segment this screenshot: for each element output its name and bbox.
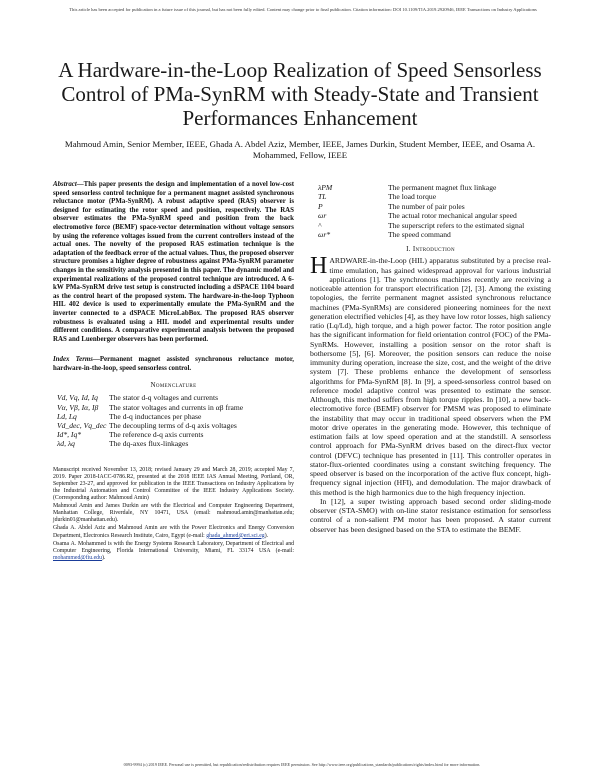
index-terms (53, 356, 294, 373)
abstract-lead: Abstract (53, 181, 77, 188)
nomenclature-symbol: ωr* (318, 230, 331, 240)
nomenclature-symbol: λPM (318, 183, 333, 192)
author-list: Mahmoud Amin, Senior Member, IEEE, Ghada A. Abdel Aziz, Member, IEEE, James Durkin, Student Member, IEEE, and Osama A. Mohammed, Fellow, IEEE (64, 139, 536, 160)
nomenclature-symbol: Vd_dec, Vq_dec (57, 421, 107, 431)
nomenclature-symbol: Ld, Lq (57, 411, 77, 421)
abstract (53, 181, 294, 344)
nomenclature-description: The speed command (388, 230, 451, 240)
manuscript-footnote (53, 467, 294, 562)
nomenclature-description: The d-q inductances per phase (109, 411, 202, 421)
nomenclature-symbol: λd, λq (57, 439, 75, 449)
nomenclature-row (310, 192, 551, 201)
nomenclature-description: The stator d-q voltages and currents (109, 393, 219, 403)
index-terms-lead: Index Terms (53, 356, 93, 364)
nomenclature-symbol: Vd, Vq, Id, Iq (57, 393, 98, 403)
nomenclature-row (53, 430, 294, 439)
nomenclature-row (310, 183, 551, 192)
nomenclature-description: The number of pair poles (388, 201, 465, 211)
drop-cap: H (310, 253, 328, 280)
email-link[interactable]: ghada_ahmed@eri.sci.eg (206, 532, 265, 539)
nomenclature-table-continued (310, 183, 551, 239)
paper-title: A Hardware-in-the-Loop Realization of Speed Sensorless Control of PMa-SynRM with Steady-State and Transient Performances Enhancement (58, 58, 542, 130)
nomenclature-row (310, 221, 551, 230)
footnote-manuscript: Manuscript received November 13, 2018; revised January 29 and March 28, 2019; accepted May 7, 2019. Paper 2018-IACC-0786.R2, presented at the 2018 IEEE IAS Annual Meeting, Portland, OR, September 23-27, and approved for publication in the IEEE Transactions on Industry Applications by the Industrial Automation and Control Committee of the IEEE Industry Applications Society. (Corresponding author: Mahmoud Amin) (53, 466, 294, 502)
nomenclature-description: The stator voltages and currents in αβ frame (109, 402, 244, 412)
left-column (53, 181, 294, 563)
introduction-heading: I. Introduction (406, 245, 455, 254)
nomenclature-symbol: Vα, Vβ, Iα, Iβ (57, 402, 99, 412)
nomenclature-row (310, 202, 551, 211)
nomenclature-description: The load torque (388, 192, 437, 202)
nomenclature-row (310, 211, 551, 220)
nomenclature-row (53, 439, 294, 448)
nomenclature-description: The permanent magnet flux linkage (388, 183, 497, 192)
email-link[interactable]: mohammed@fiu.edu (53, 554, 102, 561)
nomenclature-row (53, 403, 294, 412)
nomenclature-symbol: ^ (318, 220, 322, 230)
nomenclature-description: The reference d-q axis currents (109, 430, 204, 440)
introduction-paragraph-text: ARDWARE-in-the-Loop (HIL) apparatus substituted by a precise real-time emulation, has gained widespread approval for various industrial applications [1]. The synchronous machines recently are receiving a noticeable attention for transport electrification [2], [3]. Among the existing topologies, the ferrite permanent magnet assisted synchronous reluctance machines (PMa-SynRMs) are considered pioneering nominees for the next generation electrified vehicles [4], as they have low rotor losses, high saliency ratio (Lq/Ld), high torque, and a high power factor. The rotor position angle has the significant information for field orientation control (FOC) of the PMa-SynRMs. However, installing a position sensor on the rotor shaft is bothersome [5], [6]. Moreover, the position sensors can reduce the noise immunity during operation, increase the size, cost, and the weight of the drive system [7]. These problems enhance the development of sensorless algorithms for PMa-SynRM [8]. In [9], a speed-sensorless control based on reference model adaptive control was presented to estimate the sensor. Although, this method suffers from high torque ripples. In [10], a new back-electromotive force (BEMF) observer for PMSM was proposed to eliminate the instability that may occur in traditional speed observers when the PM motor drive operates in the generating mode. However, this technique of estimation fails at low speed operation and at the standstill. A sensorless control approach for PMa-SynRM drives based on the direct-flux vector control (DFVC) technique has presented in [11]. This controller operates in stator-flux-oriented coordinates using a constant switching frequency. The speed observer is based on the incorporation of the active flux concept, high-frequency signal injection (HFI), and demodulation. The major drawback of this method is the high harmonics due to the high frequency injection. (310, 256, 551, 497)
nomenclature-symbol: P (318, 201, 323, 211)
nomenclature-description: The superscript refers to the estimated signal (388, 220, 525, 230)
nomenclature-heading: Nomenclature (150, 381, 197, 390)
nomenclature-table (53, 393, 294, 448)
introduction-paragraph (310, 253, 551, 497)
nomenclature-row (53, 412, 294, 421)
abstract-text: —This paper presents the design and implementation of a novel low-cost speed sensorless control technique for a permanent magnet assisted synchronous reluctance motor (PMa-SynRM). A robust adaptive speed (RAS) observer is designed for estimating the rotor speed and position, respectively. The RAS observer estimates the PMa-SynRM speed and position from the back electromotive force (BEMF) space-vector determination without voltage sensors by using the reference voltages issued from the current controllers instead of the actual ones. The novelty of the proposed RAS estimation technique is the adaptation of the feedback error of the actual values. Thus, the proposed observer structure promises a higher degree of robustness against PMa-SynRM parameter changes in the sensitivity analysis presented in this paper. The dynamic model and experimental realizations of the proposed control technique are introduced. A 6-kW PMa-SynRM drive test setup is constructed including a dSPACE 1104 board as the control heart of the proposed system. The hardware-in-the-loop Typhoon HIL 402 device is used to experimentally emulate the PMa-SynRM and the inverter connected to a dSPACE MicroLabBox. The proposed RAS observer robustness is evaluated using a HIL model and experimental results under different conditions. A comparative experimental analysis between the proposed RAS and Luenberger observers has been performed. (53, 181, 294, 343)
introduction-paragraph: In [12], a super twisting approach based second order sliding-mode observer (STA-SMO) with on-line stator resistance estimation for sensorless control of a non-salient PM motor has been proposed. A stator current observer has been designed based on the STA to estimate the BEMF. (310, 496, 551, 534)
right-column (310, 181, 551, 534)
nomenclature-symbol: TL (318, 192, 327, 202)
index-terms-text: —Permanent magnet assisted synchronous reluctance motor, hardware-in-the-loop, speed sensorless control. (53, 356, 294, 372)
footnote-affiliation-2: Ghada A. Abdel Aziz and Mahmoud Amin are with the Power Electronics and Energy Conversion Department, Electronics Research Institute, Cairo, Egypt (e-mail: ghada_ahmed@eri.sci.eg). (53, 525, 294, 539)
nomenclature-description: The decoupling terms of d-q axis voltages (109, 421, 237, 431)
nomenclature-row (53, 421, 294, 430)
nomenclature-description: The actual rotor mechanical angular speed (388, 211, 517, 221)
nomenclature-row (310, 230, 551, 239)
footnote-affiliation-3: Osama A. Mohammed is with the Energy Systems Research Laboratory, Department of Electrical and Computer Engineering, Florida International University, Miami, FL 33174 USA (e-mail: mohammed@fiu.edu). (53, 540, 294, 561)
nomenclature-symbol: Id*, Iq* (57, 430, 82, 440)
nomenclature-description: The dq-axes flux-linkages (109, 439, 189, 449)
footnote-affiliation-1: Mahmoud Amin and James Durkin are with the Electrical and Computer Engineering Department, Manhattan College, Riverdale, NY 10471, USA (email: mahmoud.amin@manhattan.edu; jdurkin01@manhattan.edu). (53, 503, 294, 524)
nomenclature-symbol: ωr (318, 211, 327, 221)
nomenclature-row (53, 393, 294, 402)
copyright-footer: 0093-9994 (c) 2019 IEEE. Personal use is permitted, but republication/redistribution requires IEEE permission. See http://www.ieee.org/publications_standards/publications/rights/index.html for more information. (123, 762, 481, 767)
publication-notice: This article has been accepted for publication in a future issue of this journal, but has not been fully edited. Content may change prior to final publication. Citation information: DOI 10.1109/TIA.2019.2920946, IEEE Transactions on Industry Applications (69, 7, 537, 12)
